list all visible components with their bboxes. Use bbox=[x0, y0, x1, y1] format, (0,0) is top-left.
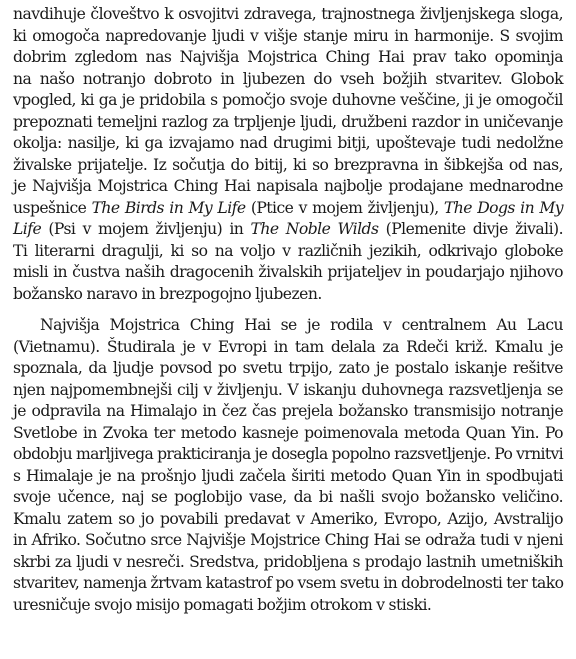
text-span: svoje učence, naj se poglobijo vase, da bi našli svojo božansko veličino. bbox=[13, 488, 563, 506]
text-span: je odpravila na Himalajo in čez čas prejela božansko transmisijo notranje bbox=[13, 402, 563, 420]
text-span: skrbi za ljudi v nesreči. Sredstva, pridobljena s prodajo lastnih umetniških bbox=[13, 552, 563, 571]
book-title: Life bbox=[13, 220, 42, 238]
text-line bbox=[13, 4, 563, 26]
text-span: uresničuje svojo misijo pomagati božjim otrokom v stiski. bbox=[13, 595, 432, 614]
text-line bbox=[13, 530, 563, 552]
text-span: obdobju marljivega prakticiranja je dosegla popolno razsvetljenje. Po vrnitvi bbox=[13, 445, 563, 463]
text-line bbox=[13, 262, 563, 284]
text-line bbox=[13, 26, 563, 48]
text-line bbox=[13, 155, 563, 177]
text-span: Ti literarni dragulji, ki so na voljo v različnih jezikih, odkrivajo globoke bbox=[13, 241, 563, 260]
book-title: The Dogs in My bbox=[443, 198, 564, 217]
text-line bbox=[13, 358, 563, 380]
text-span: dobrim zgledom nas Najvišja Mojstrica Ching Hai prav tako opominja bbox=[13, 48, 563, 66]
text-line bbox=[13, 69, 563, 91]
text-span: (Plemenite divje živali). bbox=[378, 220, 563, 238]
paragraph-1 bbox=[13, 4, 563, 305]
text-line bbox=[13, 219, 563, 241]
text-span: Svetlobe in Zvoka ter metodo kasneje poimenovala metoda Quan Yin. Po bbox=[13, 423, 563, 442]
text-span: stvaritev, namenja žrtvam katastrof po vsem svetu in dobrodelnosti ter tako bbox=[13, 574, 564, 592]
text-line bbox=[13, 552, 563, 574]
text-line bbox=[13, 423, 563, 445]
text-span: vpogled, ki ga je pridobila s pomočjo svoje duhovne veščine, ji je omogočil bbox=[13, 91, 563, 109]
text-span: (Vietnamu). Študirala je v Evropi in tam delala za Rdeči križ. Kmalu je bbox=[13, 337, 563, 356]
text-line bbox=[13, 509, 563, 531]
text-span: spoznala, da ljudje povsod po svetu trpijo, zato je postalo iskanje rešitve bbox=[13, 359, 563, 377]
text-line bbox=[13, 401, 563, 423]
text-span: Kmalu zatem so jo povabili predavat v Ameriko, Evropo, Azijo, Avstralijo bbox=[13, 509, 563, 528]
text-line bbox=[13, 47, 563, 69]
text-span: božansko naravo in brezpogojno ljubezen. bbox=[13, 284, 322, 303]
text-span: navdihuje človeštvo k osvojitvi zdravega, trajnostnega življenjskega sloga, bbox=[13, 5, 563, 23]
text-line bbox=[13, 444, 563, 466]
text-span: na našo notranjo dobroto in ljubezen do vseh božjih stvaritev. Globok bbox=[13, 69, 563, 88]
text-span: prepoznati temeljni razlog za trpljenje ljudi, družbeni razdor in uničevanje bbox=[13, 112, 563, 131]
text-span: uspešnice bbox=[13, 198, 92, 217]
text-span: živalske prijatelje. Iz sočutja do bitij, ki so brezpravna in šibkejša od nas, bbox=[13, 155, 563, 174]
book-title: The Noble Wilds bbox=[250, 220, 379, 238]
paragraph-2 bbox=[13, 315, 563, 616]
text-line bbox=[13, 284, 563, 306]
text-line bbox=[13, 176, 563, 198]
text-line bbox=[13, 337, 563, 359]
text-span: in Afriko. Sočutno srce Najvišje Mojstrice Ching Hai se odraža tudi v njeni bbox=[13, 531, 563, 549]
text-line bbox=[13, 198, 563, 220]
book-title: The Birds in My Life bbox=[91, 198, 246, 217]
text-line bbox=[13, 112, 563, 134]
text-span: (Psi v mojem življenju) in bbox=[41, 220, 251, 238]
text-span: Najvišja Mojstrica Ching Hai se je rodila v centralnem Au Lacu bbox=[40, 316, 563, 334]
text-line bbox=[13, 133, 563, 155]
text-span: (Ptice v mojem življenju), bbox=[245, 198, 444, 217]
text-span: ki omogoča napredovanje ljudi v višje stanje miru in harmonije. S svojim bbox=[13, 26, 563, 45]
text-span: njen najpomembnejši cilj v življenju. V iskanju duhovnega razsvetljenja se bbox=[13, 380, 563, 399]
text-line bbox=[13, 573, 563, 595]
text-line bbox=[13, 466, 563, 488]
text-line bbox=[13, 90, 563, 112]
text-line bbox=[13, 315, 563, 337]
text-span: je Najvišja Mojstrica Ching Hai napisala najbolje prodajane mednarodne bbox=[13, 177, 563, 195]
text-line bbox=[13, 487, 563, 509]
text-span: s Himalaje je na prošnjo ljudi začela širiti metodo Quan Yin in spodbujati bbox=[13, 466, 563, 485]
text-span: misli in čustva naših dragocenih živalskih prijateljev in poudarjajo njihovo bbox=[13, 263, 563, 281]
text-line bbox=[13, 380, 563, 402]
text-line bbox=[13, 241, 563, 263]
text-span: okolja: nasilje, ki ga izvajamo nad drugimi bitji, upoštevaje tudi nedolžne bbox=[13, 134, 563, 152]
text-line bbox=[13, 595, 563, 617]
